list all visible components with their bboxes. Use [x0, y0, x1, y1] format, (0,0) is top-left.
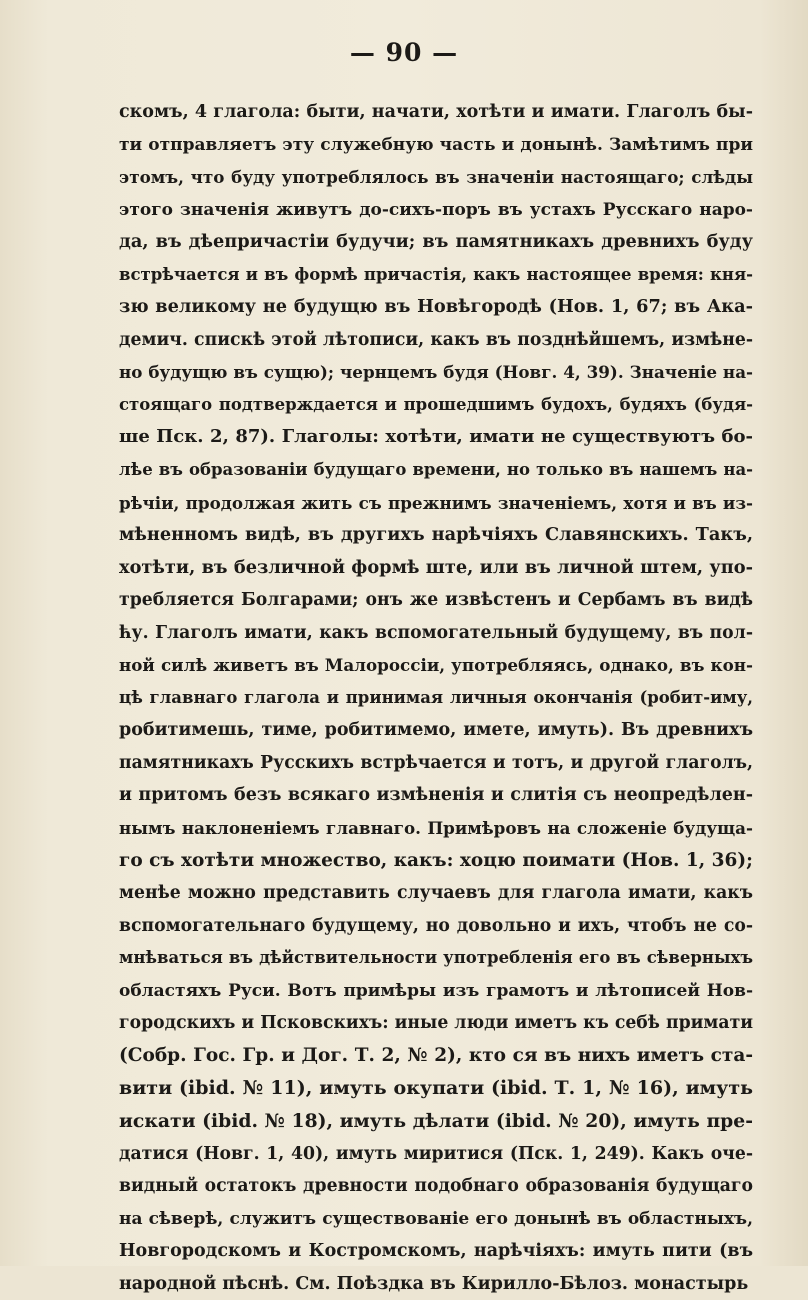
text-line-7: зю великому не будущю въ Новѣгородѣ (Нов. 1, 67; въ Ака-: [119, 296, 753, 318]
text-line-37: народной пѣснѣ. См. Поѣздка въ Кирилло-Бѣлоз. монастырь: [119, 1273, 749, 1294]
text-line-29: городскихъ и Псковскихъ: иные люди иметъ къ себѣ примати: [119, 1013, 753, 1034]
text-line-5: да, въ дѣепричастіи будучи; въ памятникахъ древнихъ буду: [119, 231, 753, 253]
text-line-9: но будущю въ сущю); чернцемъ будя (Новг. 4, 39). Значеніе на-: [119, 362, 753, 383]
text-line-10: стоящаго подтверждается и прошедшимъ будохъ, будяхъ (будя-: [119, 394, 753, 414]
text-line-27: мнѣваться въ дѣйствительности употребленія его въ сѣверныхъ: [119, 948, 753, 968]
text-line-18: ной силѣ живетъ въ Малороссіи, употребляясь, однако, въ кон-: [119, 655, 753, 676]
text-line-17: ћу. Глаголъ имати, какъ вспомогательный будущему, въ пол-: [119, 622, 753, 643]
text-line-22: и притомъ безъ всякаго измѣненія и слитія съ неопредѣлен-: [119, 785, 753, 806]
text-line-12: лѣе въ образованіи будущаго времени, но только въ нашемъ на-: [119, 460, 753, 480]
text-line-8: демич. спискѣ этой лѣтописи, какъ въ позднѣйшемъ, измѣне-: [119, 329, 753, 350]
body-text: [119, 96, 753, 1300]
text-line-26: вспомогательнаго будущему, но довольно и ихъ, чтобъ не со-: [119, 915, 753, 936]
text-line-3: этомъ, что буду употреблялось въ значеніи настоящаго; слѣды: [119, 167, 753, 188]
text-line-6: встрѣчается и въ формѣ причастія, какъ настоящее время: кня-: [119, 264, 753, 284]
text-line-32: искати (ibid. № 18), имуть дѣлати (ibid. № 20), имуть пре-: [119, 1109, 753, 1132]
text-line-36: Новгородскомъ и Костромскомъ, нарѣчіяхъ: имуть пити (въ: [119, 1241, 753, 1262]
text-line-4: этого значенія живутъ до-сихъ-поръ въ устахъ Русскаго наро-: [119, 199, 753, 220]
page-number: — 90 —: [349, 38, 459, 67]
text-line-15: хотѣти, въ безличной формѣ ште, или въ личной штем, упо-: [119, 556, 753, 578]
text-line-24: го съ хотѣти множество, какъ: хоцю поимати (Нов. 1, 36);: [119, 849, 753, 871]
text-line-20: робитимешь, тиме, робитимемо, имете, имуть). Въ древнихъ: [119, 720, 753, 741]
text-line-21: памятникахъ Русскихъ встрѣчается и тотъ, и другой глаголъ,: [119, 752, 753, 773]
text-line-30: (Собр. Гос. Гр. и Дог. Т. 2, № 2), кто ся въ нихъ иметъ ста-: [119, 1044, 753, 1066]
text-line-34: видный остатокъ древности подобнаго образованія будущаго: [119, 1176, 753, 1197]
text-line-35: на сѣверѣ, служитъ существованіе его донынѣ въ областныхъ,: [119, 1208, 753, 1229]
text-line-13: рѣчіи, продолжая жить съ прежнимъ значеніемъ, хотя и въ из-: [119, 492, 753, 513]
text-line-25: менѣе можно представить случаевъ для глагола имати, какъ: [119, 883, 753, 904]
text-line-23: нымъ наклоненіемъ главнаго. Примѣровъ на сложеніе будуща-: [119, 818, 753, 839]
text-line-28: областяхъ Руси. Вотъ примѣры изъ грамотъ и лѣтописей Нов-: [119, 980, 753, 1001]
text-line-19: цѣ главнаго глагола и принимая личныя окончанія (робит-иму,: [119, 687, 753, 707]
text-line-31: вити (ibid. № 11), имуть окупати (ibid. Т. 1, № 16), имуть: [119, 1077, 753, 1100]
text-line-11: ше Пск. 2, 87). Глаголы: хотѣти, имати не существуютъ бо-: [119, 426, 753, 448]
text-line-14: мѣненномъ видѣ, въ другихъ нарѣчіяхъ Славянскихъ. Такъ,: [119, 524, 753, 546]
text-line-2: ти отправляетъ эту служебную часть и донынѣ. Замѣтимъ при: [119, 134, 753, 155]
text-line-33: датися (Новг. 1, 40), имуть миритися (Пск. 1, 249). Какъ оче-: [119, 1143, 753, 1164]
text-line-16: требляется Болгарами; онъ же извѣстенъ и Сербамъ въ видѣ: [119, 590, 753, 611]
text-line-1: скомъ, 4 глагола: быти, начати, хотѣти и имати. Глаголъ бы-: [119, 102, 753, 122]
